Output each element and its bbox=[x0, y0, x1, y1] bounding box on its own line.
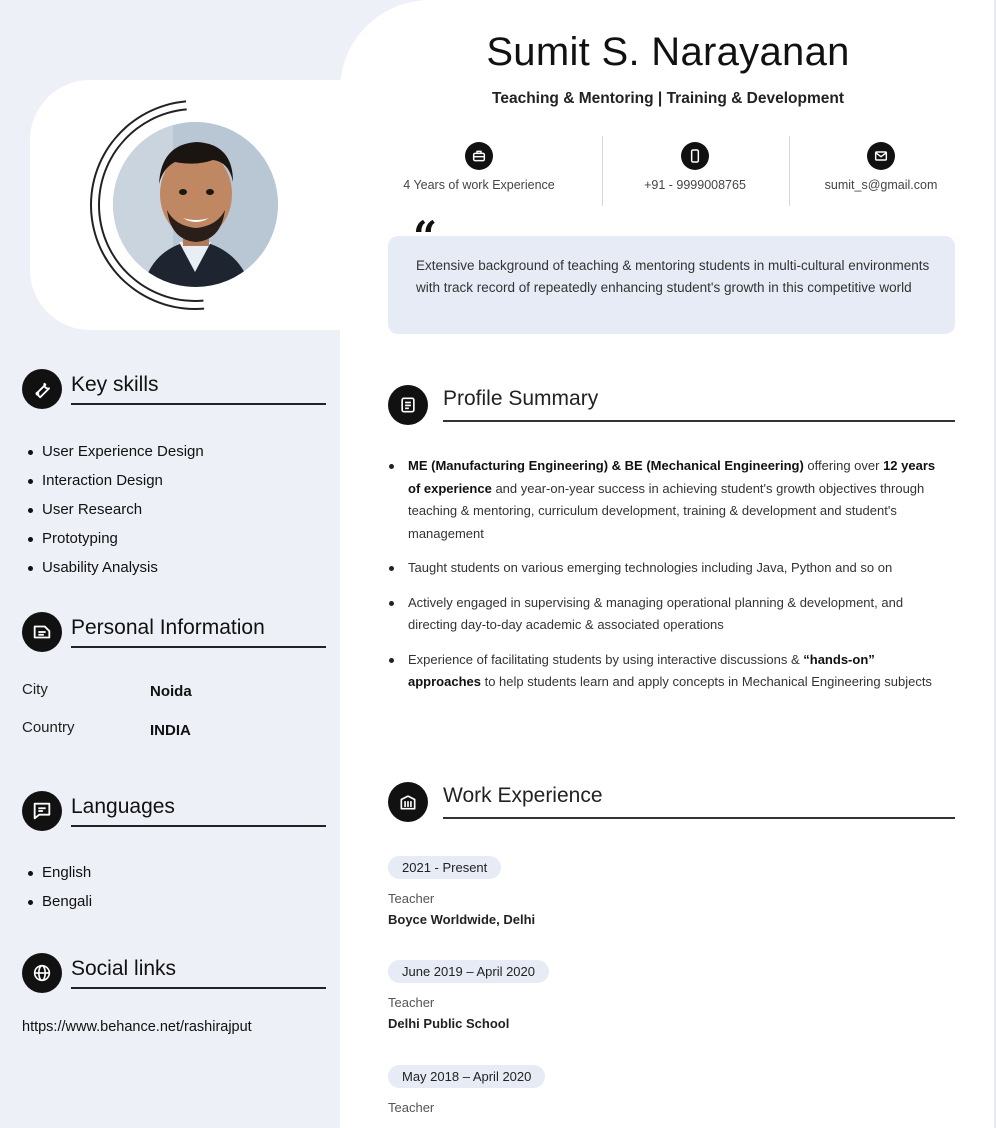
phone-contact bbox=[620, 142, 770, 192]
experience-contact bbox=[388, 142, 570, 192]
phone-icon bbox=[681, 142, 709, 170]
sidebar-footer bbox=[0, 1050, 326, 1128]
briefcase-icon bbox=[465, 142, 493, 170]
avatar bbox=[113, 122, 278, 287]
tagline: Teaching & Mentoring | Training & Development bbox=[492, 90, 844, 107]
job-role: Teacher bbox=[388, 1100, 435, 1115]
candidate-name: Sumit S. Narayanan bbox=[486, 30, 850, 74]
profile-summary-header bbox=[388, 385, 955, 429]
divider bbox=[71, 646, 326, 648]
quote-text: Extensive background of teaching & mentoring students in multi-cultural environments with track record of repeatedly enhancing student's growth in this competitive world bbox=[416, 258, 930, 295]
list-item: Usability Analysis bbox=[28, 553, 204, 582]
languages-header bbox=[22, 791, 326, 835]
section-title: Key skills bbox=[71, 373, 159, 396]
job-entry bbox=[388, 960, 549, 1031]
section-title: Social links bbox=[71, 957, 177, 980]
country-value: INDIA bbox=[150, 722, 191, 739]
divider bbox=[71, 403, 326, 405]
section-title: Personal Information bbox=[71, 616, 265, 639]
section-title: Work Experience bbox=[443, 784, 603, 807]
divider bbox=[443, 420, 955, 422]
list-item: User Research bbox=[28, 495, 204, 524]
job-entry bbox=[388, 1065, 545, 1121]
list-item: Interaction Design bbox=[28, 466, 204, 495]
wrench-icon bbox=[22, 369, 62, 409]
list-item: Prototyping bbox=[28, 524, 204, 553]
job-entry bbox=[388, 856, 535, 927]
list-item: Bengali bbox=[28, 887, 92, 916]
divider bbox=[443, 817, 955, 819]
social-links-header bbox=[22, 953, 326, 997]
divider bbox=[789, 136, 790, 206]
work-experience-header bbox=[388, 782, 955, 826]
job-period: 2021 - Present bbox=[388, 856, 501, 879]
section-title: Profile Summary bbox=[443, 387, 599, 410]
building-icon bbox=[388, 782, 428, 822]
behance-link[interactable]: https://www.behance.net/rashirajput bbox=[22, 1019, 252, 1035]
summary-list bbox=[388, 455, 948, 706]
personal-info-header bbox=[22, 612, 326, 656]
list-item: Experience of facilitating students by using interactive discussions & “hands-on” approaches to help students learn and apply concepts in Mechanical Engineering subjects bbox=[388, 649, 948, 694]
job-role: Teacher bbox=[388, 891, 435, 906]
sidebar bbox=[0, 0, 340, 1128]
divider bbox=[602, 136, 603, 206]
email-contact bbox=[806, 142, 956, 192]
chat-icon bbox=[22, 791, 62, 831]
globe-icon bbox=[22, 953, 62, 993]
languages-list bbox=[28, 858, 92, 916]
divider bbox=[71, 987, 326, 989]
key-skills-header bbox=[22, 369, 326, 413]
section-title: Languages bbox=[71, 795, 175, 818]
city-label: City bbox=[22, 681, 48, 698]
job-org: Delhi Public School bbox=[388, 1016, 510, 1031]
quote-mark: “ bbox=[413, 212, 438, 261]
document-icon bbox=[388, 385, 428, 425]
city-value: Noida bbox=[150, 683, 192, 700]
list-item: English bbox=[28, 858, 92, 887]
job-period: May 2018 – April 2020 bbox=[388, 1065, 545, 1088]
divider bbox=[71, 825, 326, 827]
id-card-icon bbox=[22, 612, 62, 652]
phone-number[interactable]: +91 - 9999008765 bbox=[644, 178, 746, 192]
mail-icon bbox=[867, 142, 895, 170]
list-item: ME (Manufacturing Engineering) & BE (Mechanical Engineering) offering over 12 years of experience and year-on-year success in achieving student's growth objectives through teaching & mentoring, curriculum development, training & development and student's management bbox=[388, 455, 948, 545]
list-item: Actively engaged in supervising & managing operational planning & development, and directing day-to-day academic & associated operations bbox=[388, 592, 948, 637]
skills-list bbox=[28, 437, 204, 582]
email-address[interactable]: sumit_s@gmail.com bbox=[824, 178, 938, 192]
country-label: Country bbox=[22, 719, 75, 736]
job-org: Boyce Worldwide, Delhi bbox=[388, 912, 536, 927]
job-period: June 2019 – April 2020 bbox=[388, 960, 549, 983]
list-item: Taught students on various emerging technologies including Java, Python and so on bbox=[388, 557, 948, 580]
list-item: User Experience Design bbox=[28, 437, 204, 466]
job-role: Teacher bbox=[388, 995, 435, 1010]
experience-text: 4 Years of work Experience bbox=[403, 178, 555, 192]
